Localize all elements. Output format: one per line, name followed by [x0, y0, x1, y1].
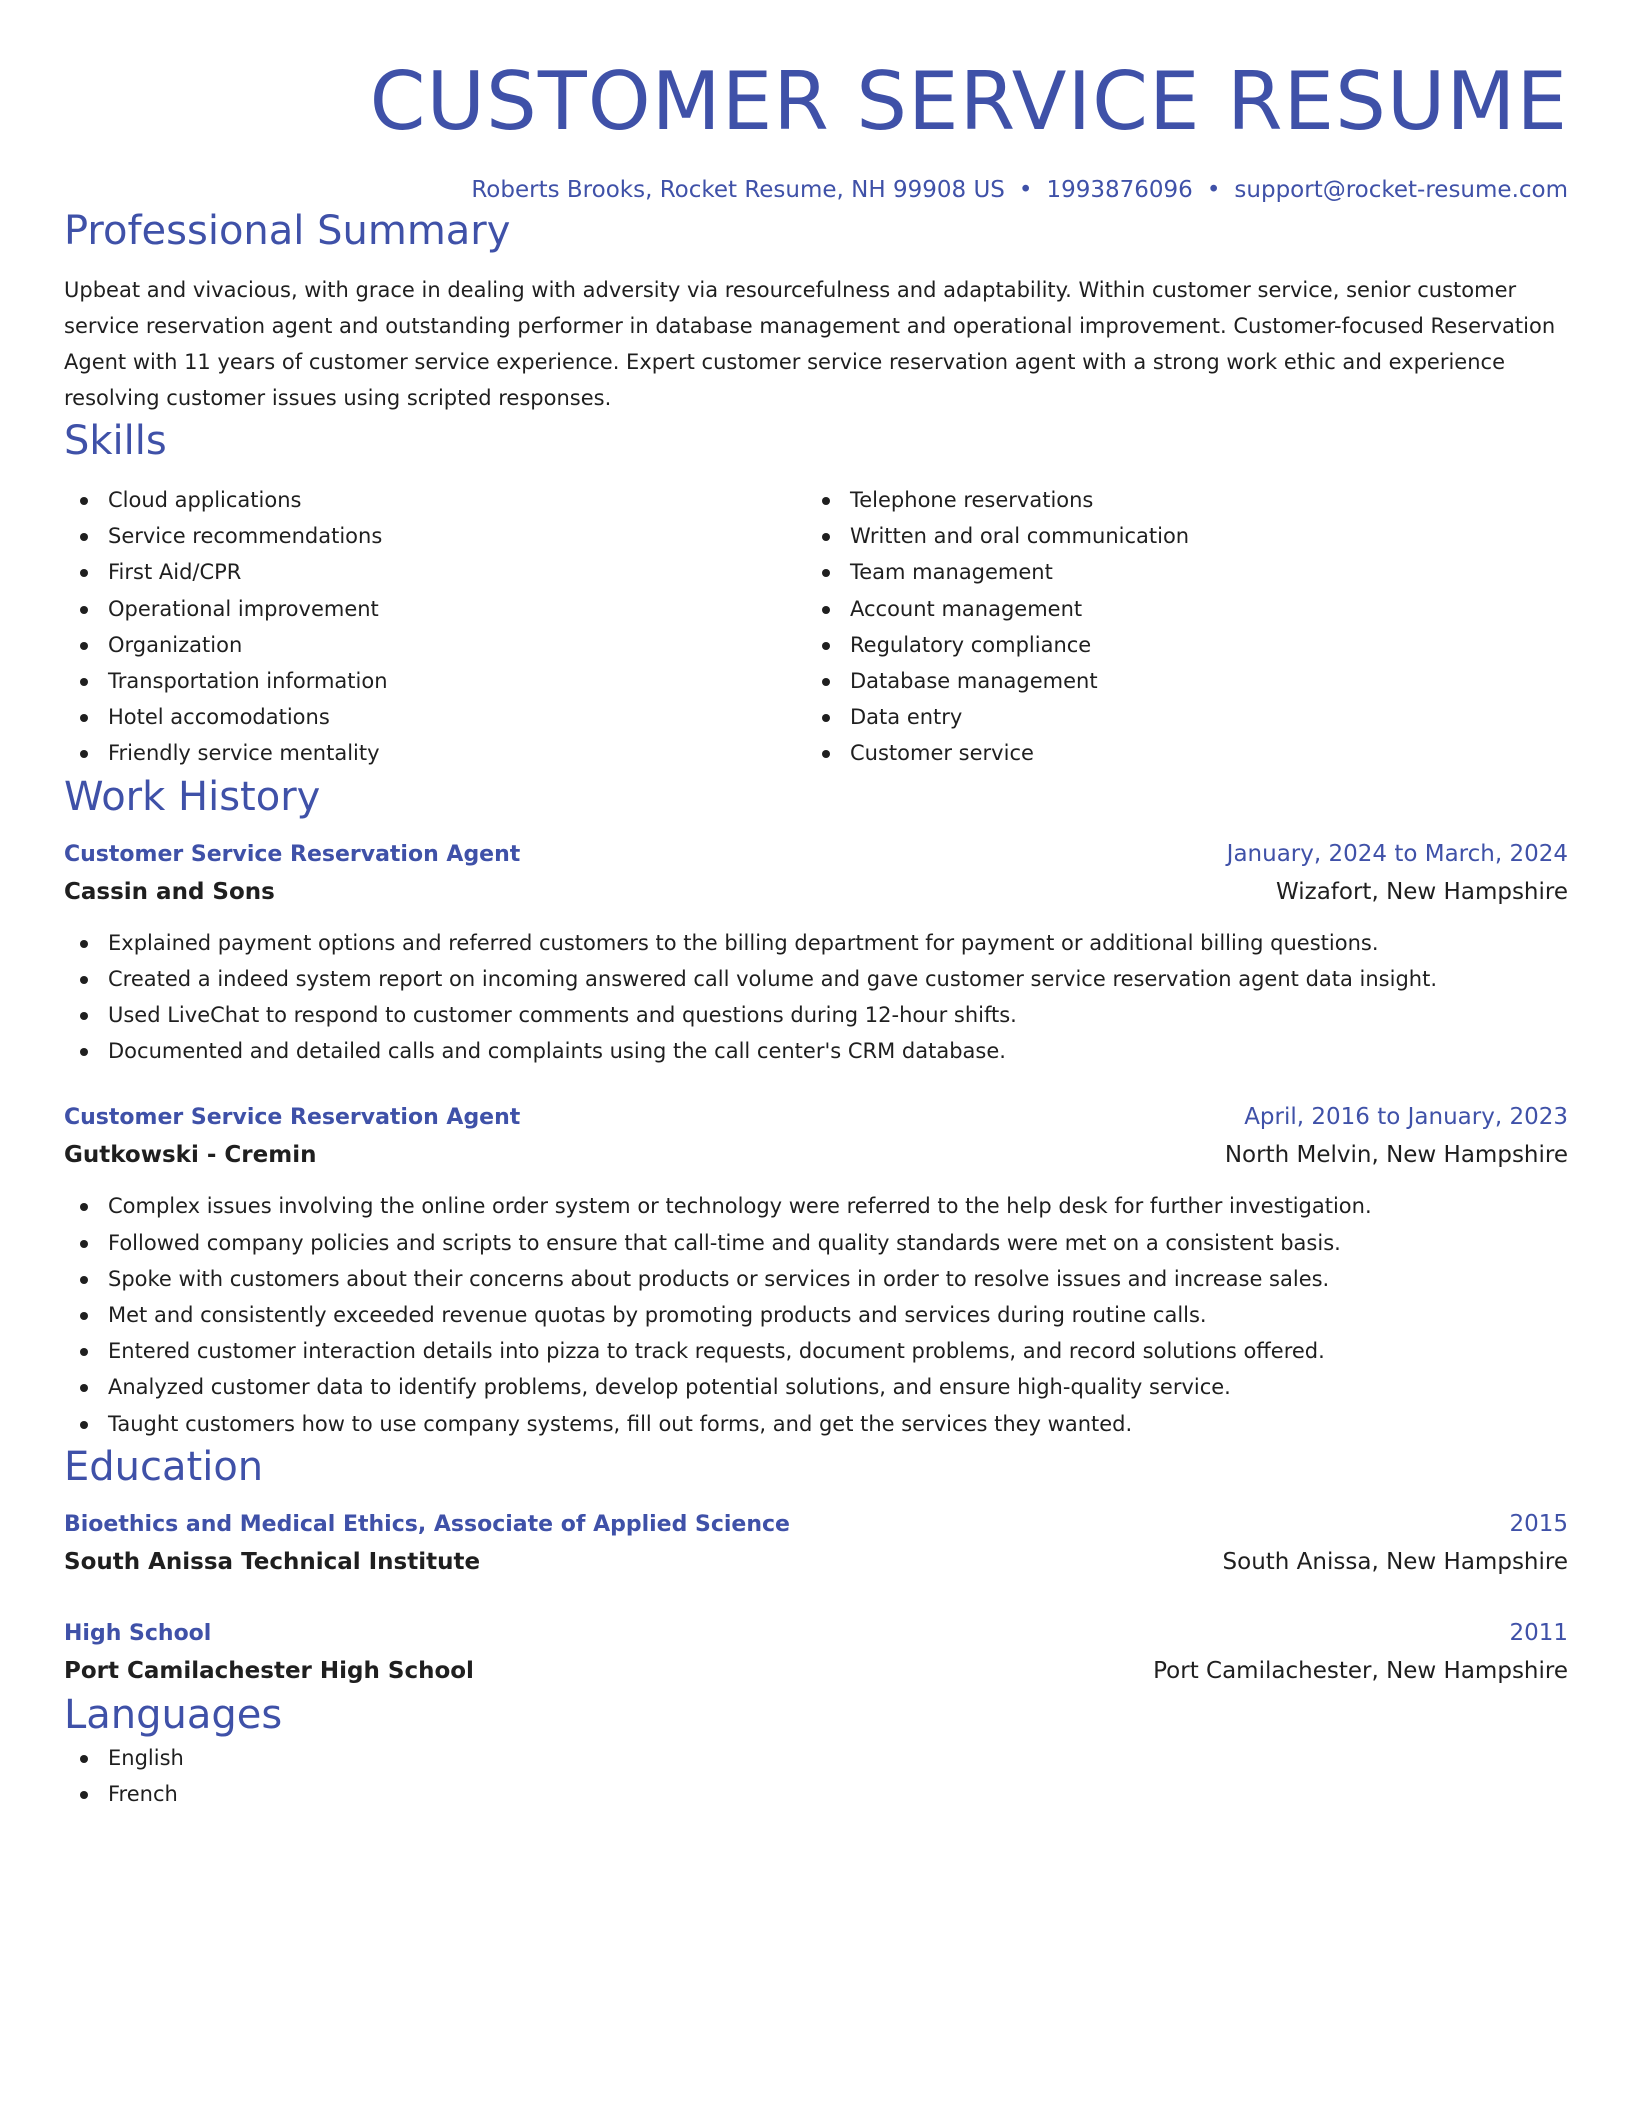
skill-item: Team management: [806, 554, 1548, 590]
contact-separator: •: [1018, 177, 1033, 203]
skill-item: Cloud applications: [64, 482, 806, 518]
job-entry: [64, 836, 1568, 1070]
summary-text: Upbeat and vivacious, with grace in dealing with adversity via resourcefulness and adaptability. Within customer service, senior customer service reservation agent and outstanding performer in database management and operational improvement. Customer-focused Reservation Agent with 11 years of customer service experience. Expert customer service reservation agent with a strong work ethic and experience resolving customer issues using scripted responses.: [64, 278, 1556, 410]
education-year: 2011: [1509, 1619, 1568, 1646]
job-entry: [64, 1099, 1568, 1441]
summary-heading: Professional Summary: [64, 208, 511, 254]
job-duty: Followed company policies and scripts to ensure that call-time and quality standards were met on a consistent basis.: [64, 1225, 1568, 1261]
skill-item: Organization: [64, 627, 806, 663]
job-duty: Explained payment options and referred customers to the billing department for payment or additional billing questions.: [64, 925, 1568, 961]
resume-title: CUSTOMER SERVICE RESUME: [369, 55, 1568, 148]
job-dates: April, 2016 to January, 2023: [1244, 1104, 1568, 1131]
job-duty: Documented and detailed calls and complaints using the call center's CRM database.: [64, 1033, 1568, 1069]
skills-left-column: [64, 482, 806, 772]
education-degree-row: [64, 1506, 1568, 1543]
skill-item: Hotel accomodations: [64, 699, 806, 735]
education-section: [64, 1442, 1568, 1690]
skill-item: Database management: [806, 663, 1548, 699]
job-duty: Spoke with customers about their concerns about products or services in order to resolve issues and increase sales.: [64, 1261, 1568, 1297]
skill-item: Operational improvement: [64, 591, 806, 627]
contact-email: support@rocket-resume.com: [1234, 177, 1568, 203]
work-history-section: [64, 772, 1568, 1442]
job-company-row: [64, 873, 1568, 911]
job-dates: January, 2024 to March, 2024: [1226, 840, 1568, 867]
language-item: English: [64, 1740, 1568, 1776]
contact-phone: 1993876096: [1046, 177, 1193, 203]
job-duties: [64, 1188, 1568, 1441]
contact-separator: •: [1206, 177, 1221, 203]
job-title-row: [64, 1099, 1568, 1136]
job-duty: Created a indeed system report on incoming answered call volume and gave customer service reservation agent data insight.: [64, 961, 1568, 997]
job-title-row: [64, 836, 1568, 873]
education-degree: Bioethics and Medical Ethics, Associate of Applied Science: [64, 1511, 790, 1537]
skill-item: First Aid/CPR: [64, 554, 806, 590]
education-year: 2015: [1509, 1510, 1568, 1537]
education-entry: [64, 1615, 1568, 1690]
job-duty: Complex issues involving the online order system or technology were referred to the help desk for further investigation.: [64, 1188, 1568, 1224]
work-history-heading: Work History: [64, 773, 321, 820]
job-location: Wizafort, New Hampshire: [1276, 878, 1568, 905]
skills-columns: [64, 482, 1568, 772]
languages-heading: Languages: [64, 1691, 283, 1738]
skill-item: Telephone reservations: [806, 482, 1548, 518]
skill-item: Customer service: [806, 735, 1548, 771]
languages-list: [64, 1740, 1568, 1812]
job-title: Customer Service Reservation Agent: [64, 841, 521, 867]
skill-item: Friendly service mentality: [64, 735, 806, 771]
skills-heading: Skills: [64, 418, 167, 464]
education-location: South Anissa, New Hampshire: [1222, 1548, 1568, 1575]
job-company-row: [64, 1136, 1568, 1174]
job-duty: Taught customers how to use company systems, fill out forms, and get the services they wanted.: [64, 1406, 1568, 1442]
skills-section: [64, 416, 1568, 772]
job-duty: Used LiveChat to respond to customer comments and questions during 12-hour shifts.: [64, 997, 1568, 1033]
contact-address: Roberts Brooks, Rocket Resume, NH 99908 US: [471, 177, 1005, 203]
skill-item: Regulatory compliance: [806, 627, 1548, 663]
job-title: Customer Service Reservation Agent: [64, 1105, 521, 1131]
education-school-row: [64, 1652, 1568, 1690]
contact-line: [64, 174, 1568, 206]
job-duty: Analyzed customer data to identify problems, develop potential solutions, and ensure high-quality service.: [64, 1369, 1568, 1405]
skill-item: Transportation information: [64, 663, 806, 699]
education-location: Port Camilachester, New Hampshire: [1153, 1657, 1568, 1684]
job-company: Cassin and Sons: [64, 878, 275, 905]
skills-right-column: [806, 482, 1548, 772]
education-school-row: [64, 1543, 1568, 1581]
summary-section: [64, 206, 1568, 416]
skill-item: Written and oral communication: [806, 518, 1548, 554]
education-heading: Education: [64, 1443, 264, 1490]
resume-page: [64, 0, 1568, 1812]
job-company: Gutkowski - Cremin: [64, 1142, 317, 1169]
language-item: French: [64, 1776, 1568, 1812]
education-degree-row: [64, 1615, 1568, 1652]
job-duties: [64, 925, 1568, 1070]
job-duty: Entered customer interaction details into pizza to track requests, document problems, and record solutions offered.: [64, 1333, 1568, 1369]
skill-item: Account management: [806, 591, 1548, 627]
education-school: Port Camilachester High School: [64, 1657, 474, 1684]
education-school: South Anissa Technical Institute: [64, 1548, 481, 1575]
job-location: North Melvin, New Hampshire: [1224, 1142, 1568, 1169]
skill-item: Service recommendations: [64, 518, 806, 554]
skill-item: Data entry: [806, 699, 1548, 735]
job-duty: Met and consistently exceeded revenue quotas by promoting products and services during routine calls.: [64, 1297, 1568, 1333]
languages-section: [64, 1690, 1568, 1812]
education-degree: High School: [64, 1620, 212, 1646]
education-entry: [64, 1506, 1568, 1581]
